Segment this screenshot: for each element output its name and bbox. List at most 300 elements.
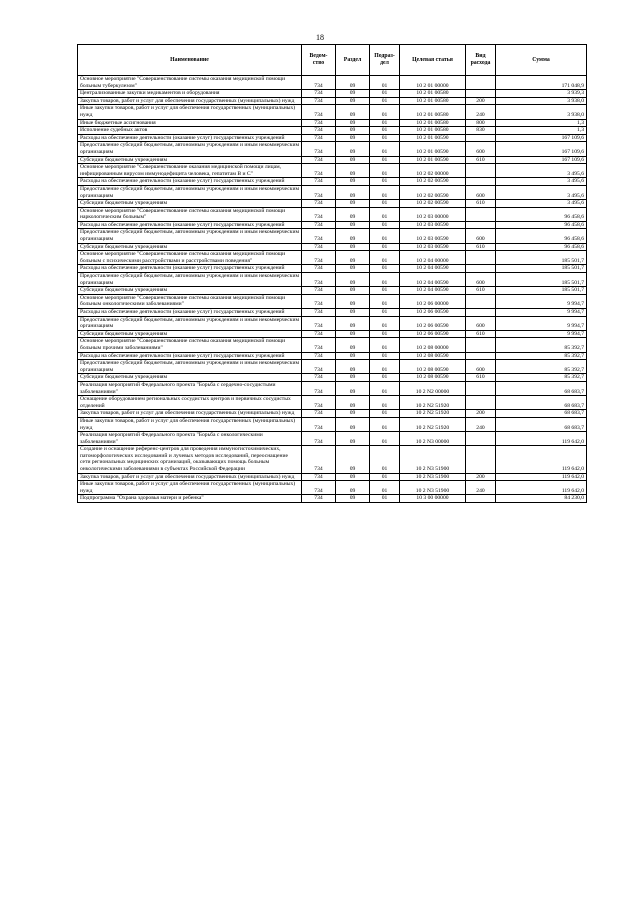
table-row	[78, 105, 587, 119]
table-cell-expense	[466, 90, 496, 98]
table-cell-expense: 240	[466, 481, 496, 495]
table-cell-sum: 119 642,0	[496, 481, 587, 495]
table-cell-dept: 734	[302, 410, 336, 418]
table-cell-article: 10 2 02 00590	[400, 178, 466, 186]
table-cell-subsection: 01	[370, 287, 400, 295]
table-row	[78, 410, 587, 418]
table-cell-article: 10 2 01 00590	[400, 134, 466, 142]
table-cell-name: Исполнение судебных актов	[78, 127, 302, 135]
table-cell-sum: 3 495,6	[496, 200, 587, 208]
table-cell-sum: 167 109,6	[496, 156, 587, 164]
table-cell-article: 10 2 04 00000	[400, 251, 466, 265]
table-cell-dept: 734	[302, 251, 336, 265]
table-cell-expense: 600	[466, 316, 496, 330]
table-cell-article: 10 2 02 00000	[400, 164, 466, 178]
table-row	[78, 97, 587, 105]
table-cell-sum: 84 230,0	[496, 495, 587, 503]
table-row	[78, 164, 587, 178]
table-cell-name: Предоставление субсидий бюджетным, автономным учреждениям и иным некоммерческим организациям	[78, 316, 302, 330]
table-cell-dept: 734	[302, 481, 336, 495]
table-cell-expense: 600	[466, 142, 496, 156]
table-cell-dept: 734	[302, 229, 336, 243]
table-cell-dept: 734	[302, 446, 336, 473]
table-cell-name: Предоставление субсидий бюджетным, автономным учреждениям и иным некоммерческим организациям	[78, 229, 302, 243]
table-cell-sum: 9 994,7	[496, 330, 587, 338]
table-cell-subsection: 01	[370, 251, 400, 265]
table-cell-section: 09	[336, 207, 370, 221]
table-cell-dept: 734	[302, 243, 336, 251]
table-cell-sum: 171 048,9	[496, 76, 587, 90]
table-cell-name: Основное мероприятие "Совершенствование системы оказания медицинской помощи больным с психическими расстройствами и расстройствами поведения"	[78, 251, 302, 265]
table-cell-subsection: 01	[370, 243, 400, 251]
table-cell-name: Основное мероприятие "Совершенствование системы оказания медицинской помощи больным онкологическими заболеваниями"	[78, 294, 302, 308]
header-subsection: Подраз-дел	[370, 45, 400, 76]
table-cell-article: 10 2 01 00000	[400, 76, 466, 90]
table-cell-article: 10 2 03 00590	[400, 229, 466, 243]
table-cell-expense	[466, 164, 496, 178]
table-cell-expense: 200	[466, 473, 496, 481]
table-cell-article: 10 2 06 00590	[400, 316, 466, 330]
table-cell-article: 10 2 N2 51920	[400, 417, 466, 431]
table-row	[78, 287, 587, 295]
table-cell-article: 10 2 08 00590	[400, 352, 466, 360]
table-cell-expense: 600	[466, 360, 496, 374]
table-cell-subsection: 01	[370, 417, 400, 431]
table-cell-subsection: 01	[370, 473, 400, 481]
table-row	[78, 495, 587, 503]
table-cell-name: Иные закупки товаров, работ и услуг для обеспечения государственных (муниципальных) нужд	[78, 105, 302, 119]
table-cell-expense: 200	[466, 410, 496, 418]
table-cell-section: 09	[336, 134, 370, 142]
header-name: Наименование	[78, 45, 302, 76]
table-cell-section: 09	[336, 294, 370, 308]
table-cell-name: Субсидии бюджетным учреждениям	[78, 374, 302, 382]
table-row	[78, 381, 587, 395]
table-cell-dept: 734	[302, 207, 336, 221]
table-cell-dept: 734	[302, 287, 336, 295]
table-row	[78, 316, 587, 330]
table-cell-expense: 600	[466, 273, 496, 287]
table-cell-expense: 200	[466, 97, 496, 105]
table-row	[78, 309, 587, 317]
table-cell-dept: 734	[302, 352, 336, 360]
table-cell-expense	[466, 495, 496, 503]
table-cell-subsection: 01	[370, 127, 400, 135]
table-cell-subsection: 01	[370, 316, 400, 330]
table-cell-subsection: 01	[370, 309, 400, 317]
table-cell-dept: 734	[302, 309, 336, 317]
table-cell-dept: 734	[302, 495, 336, 503]
table-cell-dept: 734	[302, 396, 336, 410]
table-cell-expense	[466, 352, 496, 360]
table-row	[78, 90, 587, 98]
table-cell-dept: 734	[302, 360, 336, 374]
budget-table	[77, 44, 587, 503]
table-cell-section: 09	[336, 105, 370, 119]
table-cell-expense	[466, 294, 496, 308]
table-cell-name: Расходы на обеспечение деятельности (оказание услуг) государственных учреждений	[78, 221, 302, 229]
table-cell-sum: 9 994,7	[496, 294, 587, 308]
table-cell-sum: 119 642,0	[496, 473, 587, 481]
table-row	[78, 417, 587, 431]
table-cell-section: 09	[336, 481, 370, 495]
table-cell-name: Расходы на обеспечение деятельности (оказание услуг) государственных учреждений	[78, 134, 302, 142]
table-cell-dept: 734	[302, 294, 336, 308]
table-cell-article: 10 2 N3 51900	[400, 473, 466, 481]
table-row	[78, 178, 587, 186]
table-cell-article: 10 2 04 00590	[400, 287, 466, 295]
table-cell-dept: 734	[302, 127, 336, 135]
table-cell-expense	[466, 265, 496, 273]
table-row	[78, 330, 587, 338]
table-cell-article: 10 2 N3 51900	[400, 446, 466, 473]
table-cell-article: 10 2 N2 51920	[400, 396, 466, 410]
table-cell-name: Предоставление субсидий бюджетным, автономным учреждениям и иным некоммерческим организациям	[78, 142, 302, 156]
table-row	[78, 294, 587, 308]
table-cell-dept: 734	[302, 164, 336, 178]
table-cell-section: 09	[336, 273, 370, 287]
table-cell-expense: 600	[466, 185, 496, 199]
table-row	[78, 338, 587, 352]
table-cell-name: Закупка товаров, работ и услуг для обеспечения государственных (муниципальных) нужд	[78, 473, 302, 481]
table-cell-subsection: 01	[370, 481, 400, 495]
table-cell-section: 09	[336, 381, 370, 395]
table-row	[78, 352, 587, 360]
table-cell-article: 10 2 03 00590	[400, 243, 466, 251]
table-cell-name: Подпрограмма "Охрана здоровья матери и ребенка"	[78, 495, 302, 503]
table-cell-sum: 96 458,6	[496, 229, 587, 243]
table-cell-subsection: 01	[370, 207, 400, 221]
table-cell-section: 09	[336, 287, 370, 295]
table-cell-section: 09	[336, 338, 370, 352]
table-cell-dept: 734	[302, 105, 336, 119]
page-number: 18	[316, 33, 324, 42]
table-cell-subsection: 01	[370, 360, 400, 374]
table-cell-name: Иные бюджетные ассигнования	[78, 119, 302, 127]
table-cell-expense: 610	[466, 156, 496, 164]
table-cell-article: 10 2 08 00590	[400, 374, 466, 382]
table-cell-name: Основное мероприятие "Совершенствование системы оказания медицинской помощи больным туберкулезом"	[78, 76, 302, 90]
table-cell-expense	[466, 178, 496, 186]
table-cell-sum: 96 458,6	[496, 243, 587, 251]
table-cell-expense	[466, 207, 496, 221]
table-cell-section: 09	[336, 97, 370, 105]
table-row	[78, 229, 587, 243]
table-cell-article: 10 2 03 00590	[400, 221, 466, 229]
table-cell-section: 09	[336, 251, 370, 265]
table-cell-name: Субсидии бюджетным учреждениям	[78, 330, 302, 338]
table-cell-sum: 85 392,7	[496, 338, 587, 352]
table-cell-subsection: 01	[370, 495, 400, 503]
table-row	[78, 134, 587, 142]
table-cell-name: Создание и оснащение референс-центров для проведения иммуногистохимических, патоморфологических исследований и лучевых методов исследований, переоснащение сети региональных медицинских организаций, оказывающих помощь больным онкологическими заболеваниями в субъектах Российской Федерации	[78, 446, 302, 473]
table-cell-dept: 734	[302, 316, 336, 330]
header-expense: Вид расхода	[466, 45, 496, 76]
table-cell-section: 09	[336, 164, 370, 178]
table-cell-article: 10 2 03 00000	[400, 207, 466, 221]
table-cell-article: 10 2 02 00590	[400, 200, 466, 208]
table-cell-sum: 167 109,6	[496, 142, 587, 156]
table-cell-name: Закупка товаров, работ и услуг для обеспечения государственных (муниципальных) нужд	[78, 410, 302, 418]
table-cell-subsection: 01	[370, 432, 400, 446]
table-cell-expense: 600	[466, 229, 496, 243]
table-cell-subsection: 01	[370, 200, 400, 208]
table-cell-section: 09	[336, 374, 370, 382]
table-row	[78, 396, 587, 410]
header-section: Раздел	[336, 45, 370, 76]
table-cell-name: Предоставление субсидий бюджетным, автономным учреждениям и иным некоммерческим организациям	[78, 360, 302, 374]
table-cell-dept: 734	[302, 221, 336, 229]
table-cell-dept: 734	[302, 273, 336, 287]
table-cell-expense: 610	[466, 243, 496, 251]
table-cell-article: 10 2 04 00590	[400, 273, 466, 287]
table-cell-subsection: 01	[370, 374, 400, 382]
table-cell-section: 09	[336, 119, 370, 127]
table-cell-article: 10 2 04 00590	[400, 265, 466, 273]
table-cell-subsection: 01	[370, 134, 400, 142]
table-row	[78, 119, 587, 127]
table-cell-article: 10 2 N3 00000	[400, 432, 466, 446]
table-cell-dept: 734	[302, 330, 336, 338]
table-row	[78, 243, 587, 251]
table-cell-dept: 734	[302, 119, 336, 127]
table-cell-dept: 734	[302, 156, 336, 164]
table-cell-name: Основное мероприятие "Совершенствование системы оказания медицинской помощи больным прочими заболеваниями"	[78, 338, 302, 352]
table-cell-sum: 185 501,7	[496, 251, 587, 265]
table-cell-subsection: 01	[370, 381, 400, 395]
table-row	[78, 221, 587, 229]
table-cell-section: 09	[336, 221, 370, 229]
table-cell-section: 09	[336, 309, 370, 317]
table-cell-subsection: 01	[370, 446, 400, 473]
table-cell-expense	[466, 251, 496, 265]
table-cell-name: Централизованные закупки медикаментов и оборудования	[78, 90, 302, 98]
table-cell-sum: 68 683,7	[496, 396, 587, 410]
table-cell-name: Предоставление субсидий бюджетным, автономным учреждениям и иным некоммерческим организациям	[78, 273, 302, 287]
table-cell-sum: 68 683,7	[496, 417, 587, 431]
table-row	[78, 127, 587, 135]
table-cell-article: 10 2 01 00580	[400, 127, 466, 135]
table-row	[78, 473, 587, 481]
table-cell-section: 09	[336, 410, 370, 418]
table-cell-sum: 96 458,6	[496, 221, 587, 229]
table-cell-sum: 185 501,7	[496, 265, 587, 273]
table-cell-name: Реализация мероприятий Федерального проекта "Борьба с онкологическими заболеваниями"	[78, 432, 302, 446]
table-cell-sum: 3 938,0	[496, 97, 587, 105]
table-cell-subsection: 01	[370, 352, 400, 360]
table-cell-section: 09	[336, 330, 370, 338]
table-cell-expense	[466, 446, 496, 473]
table-cell-subsection: 01	[370, 76, 400, 90]
table-cell-section: 09	[336, 142, 370, 156]
table-cell-section: 09	[336, 265, 370, 273]
table-row	[78, 374, 587, 382]
table-cell-expense: 240	[466, 417, 496, 431]
table-cell-section: 09	[336, 229, 370, 243]
table-cell-expense: 610	[466, 330, 496, 338]
table-row	[78, 432, 587, 446]
table-cell-name: Субсидии бюджетным учреждениям	[78, 243, 302, 251]
table-cell-section: 09	[336, 178, 370, 186]
table-cell-subsection: 01	[370, 294, 400, 308]
table-cell-sum: 9 994,7	[496, 309, 587, 317]
table-cell-subsection: 01	[370, 185, 400, 199]
table-cell-subsection: 01	[370, 178, 400, 186]
table-cell-subsection: 01	[370, 338, 400, 352]
table-cell-section: 09	[336, 316, 370, 330]
table-cell-name: Предоставление субсидий бюджетным, автономным учреждениям и иным некоммерческим организациям	[78, 185, 302, 199]
table-cell-expense	[466, 221, 496, 229]
table-cell-dept: 734	[302, 142, 336, 156]
table-cell-sum: 119 642,0	[496, 432, 587, 446]
table-cell-sum: 85 392,7	[496, 360, 587, 374]
table-cell-sum: 68 683,7	[496, 381, 587, 395]
table-cell-section: 09	[336, 352, 370, 360]
table-cell-article: 10 2 01 00580	[400, 105, 466, 119]
table-cell-article: 10 2 08 00000	[400, 338, 466, 352]
table-cell-name: Иные закупки товаров, работ и услуг для обеспечения государственных (муниципальных) нужд	[78, 481, 302, 495]
table-cell-section: 09	[336, 156, 370, 164]
table-cell-sum: 96 458,6	[496, 207, 587, 221]
table-cell-sum: 85 392,7	[496, 352, 587, 360]
table-cell-expense	[466, 432, 496, 446]
table-row	[78, 207, 587, 221]
table-row	[78, 185, 587, 199]
table-cell-section: 09	[336, 396, 370, 410]
table-cell-expense: 610	[466, 200, 496, 208]
table-cell-sum: 185 501,7	[496, 273, 587, 287]
table-cell-sum: 85 392,7	[496, 374, 587, 382]
table-cell-subsection: 01	[370, 265, 400, 273]
table-cell-dept: 734	[302, 374, 336, 382]
table-cell-name: Реализация мероприятий Федерального проекта "Борьба с сердечно-сосудистыми заболеваниями"	[78, 381, 302, 395]
table-cell-section: 09	[336, 432, 370, 446]
table-cell-article: 10 2 06 00590	[400, 309, 466, 317]
table-cell-dept: 734	[302, 134, 336, 142]
table-cell-sum: 3 495,6	[496, 185, 587, 199]
table-cell-section: 09	[336, 473, 370, 481]
header-sum: Сумма	[496, 45, 587, 76]
table-cell-sum: 1,3	[496, 127, 587, 135]
table-row	[78, 481, 587, 495]
table-cell-subsection: 01	[370, 105, 400, 119]
table-cell-article: 10 2 01 00580	[400, 97, 466, 105]
table-cell-sum: 3 495,6	[496, 178, 587, 186]
table-cell-section: 09	[336, 200, 370, 208]
table-cell-subsection: 01	[370, 156, 400, 164]
table-cell-subsection: 01	[370, 396, 400, 410]
table-cell-subsection: 01	[370, 142, 400, 156]
table-cell-section: 09	[336, 495, 370, 503]
table-cell-sum: 3 495,6	[496, 164, 587, 178]
table-cell-expense	[466, 309, 496, 317]
table-cell-name: Закупка товаров, работ и услуг для обеспечения государственных (муниципальных) нужд	[78, 97, 302, 105]
table-cell-dept: 734	[302, 185, 336, 199]
table-cell-name: Расходы на обеспечение деятельности (оказание услуг) государственных учреждений	[78, 309, 302, 317]
table-row	[78, 265, 587, 273]
table-cell-dept: 734	[302, 381, 336, 395]
table-cell-dept: 734	[302, 265, 336, 273]
table-cell-dept: 734	[302, 473, 336, 481]
table-cell-sum: 1,3	[496, 119, 587, 127]
table-cell-dept: 734	[302, 178, 336, 186]
table-cell-subsection: 01	[370, 90, 400, 98]
header-article: Целевая статья	[400, 45, 466, 76]
header-dept: Ведом-ство	[302, 45, 336, 76]
table-cell-dept: 734	[302, 97, 336, 105]
table-cell-expense: 610	[466, 287, 496, 295]
table-row	[78, 156, 587, 164]
table-cell-sum: 68 683,7	[496, 410, 587, 418]
table-cell-section: 09	[336, 76, 370, 90]
table-cell-subsection: 01	[370, 221, 400, 229]
table-cell-dept: 734	[302, 90, 336, 98]
table-cell-article: 10 2 01 00580	[400, 90, 466, 98]
table-cell-expense: 830	[466, 127, 496, 135]
table-cell-expense	[466, 338, 496, 352]
table-cell-article: 10 2 08 00590	[400, 360, 466, 374]
table-cell-subsection: 01	[370, 164, 400, 178]
table-cell-sum: 3 939,3	[496, 90, 587, 98]
table-cell-section: 09	[336, 446, 370, 473]
table-row	[78, 142, 587, 156]
table-cell-sum: 9 994,7	[496, 316, 587, 330]
table-cell-dept: 734	[302, 200, 336, 208]
table-cell-article: 10 3 00 00000	[400, 495, 466, 503]
table-cell-name: Субсидии бюджетным учреждениям	[78, 200, 302, 208]
table-cell-article: 10 2 01 00580	[400, 119, 466, 127]
table-cell-name: Основное мероприятие "Совершенствование системы оказания медицинской помощи наркологическим больным"	[78, 207, 302, 221]
table-cell-section: 09	[336, 90, 370, 98]
table-cell-sum: 185 501,7	[496, 287, 587, 295]
table-cell-name: Субсидии бюджетным учреждениям	[78, 156, 302, 164]
table-cell-expense: 240	[466, 105, 496, 119]
table-row	[78, 360, 587, 374]
table-cell-subsection: 01	[370, 410, 400, 418]
table-cell-name: Расходы на обеспечение деятельности (оказание услуг) государственных учреждений	[78, 352, 302, 360]
table-cell-dept: 734	[302, 338, 336, 352]
table-cell-dept: 734	[302, 417, 336, 431]
table-cell-sum: 167 109,6	[496, 134, 587, 142]
table-cell-article: 10 2 01 00590	[400, 142, 466, 156]
table-cell-subsection: 01	[370, 273, 400, 287]
table-header-row	[78, 45, 587, 76]
table-cell-name: Расходы на обеспечение деятельности (оказание услуг) государственных учреждений	[78, 178, 302, 186]
table-cell-expense	[466, 396, 496, 410]
table-cell-section: 09	[336, 185, 370, 199]
table-cell-article: 10 2 06 00590	[400, 330, 466, 338]
table-row	[78, 273, 587, 287]
table-cell-dept: 734	[302, 432, 336, 446]
table-cell-article: 10 2 N3 51900	[400, 481, 466, 495]
table-cell-article: 10 2 06 00000	[400, 294, 466, 308]
table-cell-sum: 119 642,0	[496, 446, 587, 473]
table-row	[78, 200, 587, 208]
table-cell-expense	[466, 134, 496, 142]
table-cell-subsection: 01	[370, 119, 400, 127]
table-row	[78, 446, 587, 473]
table-cell-subsection: 01	[370, 97, 400, 105]
table-cell-article: 10 2 N2 00000	[400, 381, 466, 395]
table-cell-expense: 800	[466, 119, 496, 127]
table-cell-name: Иные закупки товаров, работ и услуг для обеспечения государственных (муниципальных) нужд	[78, 417, 302, 431]
table-row	[78, 76, 587, 90]
table-cell-expense	[466, 76, 496, 90]
table-cell-article: 10 2 01 00590	[400, 156, 466, 164]
table-cell-name: Основное мероприятие "Совершенствование оказания медицинской помощи лицам, инфицированным вирусом иммунодефицита человека, гепатитам В и С"	[78, 164, 302, 178]
table-cell-section: 09	[336, 417, 370, 431]
table-cell-subsection: 01	[370, 229, 400, 243]
